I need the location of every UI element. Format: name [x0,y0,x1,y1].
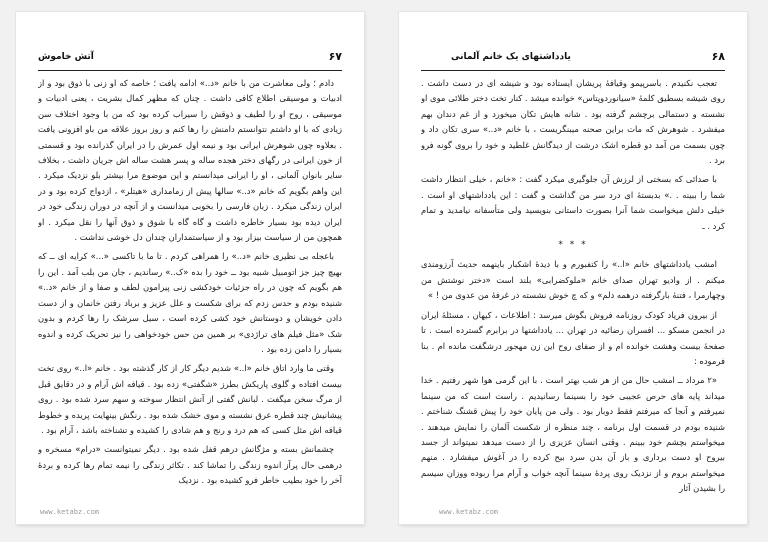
paragraph: دادم ؛ ولی معاشرت من با خانم «د..» ادامه یافت ؛ خاصه که او زنی با ذوق بود و از ادبیات و موسیقی اطلاع کافی داشت . چنان که مظهر کمال بشریت ، یعنی ادبیات و موسیقی ، روح او را لطیف و ذوقش را سیراب کرده بود که من با وجود اختلاف سن زیادی که با او داشتم نتوانستم دامنش را رها کنم و روز بروز علاقه من باو افزونی یافت . بعلاوه چون شوهرش ایرانی بود و نیمه اول عمرش را در ایران گذرانده بود و قسمتی از خون ایرانی در رگهای دختر هجده ساله و پسر هشت ساله اش جریان داشت ، بخلاف سایر بانوان آلمانی ، او را ایرانی میدانستم و این موضوع مرا بیشتر بلو نزدیک میکرد . این واهم بگویم که خانم «د..» سالها پیش از زمامداری «هیتلر» ، ازدواج کرده بود و در ایران زندگی میکرد . زبان فارسی را بخوبی میدانست و از آنچه در دوران زندگی خود در ایران دیده بود بسیار خاطره داشت و گاه گاه با شوق و ذوق آنها را نقل میکرد . او همچون من از سیاست بیزار بود و از سیاستمداران چندان دل خوشی نداشت . [38,78,342,243]
paragraph: از بیرون فریاد کودک روزنامه فروش بگوش میرسد : اطلاعات ، کیهان ، مسئلهٔ ایران در انجمن مسکو ... افسران رضائیه در تهران ... یادداشتها در برابرم گسترده است . تا صفحهٔ بیست وهشت خوانده ام و از صفای روح این زن مهجور درشگفت مانده ام . بنا فرموده : [421,309,725,366]
page-footer-url: www.ketabz.com [439,508,499,516]
paragraph: «۲ مرداد ــ امشب حال من از هر شب بهتر است . با این گرمی هوا شهر رفتیم . خدا میداند پایه های حرص عجیبی خود را بسینما رسانیدیم . راست است که من سینما نمیرفتم و آنجا که میرفتم فقط دوبار بود . ولی من پایان خود را پیش قشنگ شناختم . شنیده بودم در قسمت اول برنامه ، چند منظره از شکست آلمان را نمایش میدهند . میخواستم بچشم خود ببینم . وقتی انسان عزیزی را از دست میدهد نمیتواند از جسد بیروح او دست برداری و باز آن بدن سرد بیح کرده را در آغوش میفشارد . منهم میخواستم بروم و از نزدیک روی پردهٔ سینما آنچه خواب و آرام مرا ربوده ووزان سیسم را بشیدن آثار [421,375,725,494]
page-header [38,50,342,71]
page-header [421,50,725,71]
paragraph: امشب یادداشتهای خانم «ا..» را کتفبورم و با دیدهٔ اشکبار باینهمه حدیث آرزومندی میکنم . از وادیو تهران صدای خانم «ملوکضرابی» بلند است «دختر نوشتش من وچهارمرا ، فتنهٔ بارگرفته درهمه دلم» و که چ خوش نشسته در غرفهٔ من عدوی من ! » [421,259,725,301]
page-body [421,76,725,496]
paragraph: وقتی ما وارد اتاق خانم «ا..» شدیم دیگر کار از کار گذشته بود . خانم «ا..» روی تخت بیست افتاده و گلوی پاریکش بطرز «شگفتی» زده بود . قیافه اش آرام و در دقایق قبل از مرگ سخن میگفت . لبانش گفتی از آتش انتظار سوخته و سهم سرد شده بود . روی پیشانیش چند قطره عرق نشسته و موی خشک شده بود . رنگش بینهایت پریده و خطوط قیافه اش مثل کسی که هم درد و رنج و هم شادی را کشیده و تشناخته باشد ، آرام بود . [38,363,342,435]
paragraph: با صدائی که بسختی از لرزش آن جلوگیری میکرد گفت : «خانم ، خیلی انتظار داشت شما را ببینه . .» بدبستهٔ ای درد سر من گذاشت و گفت : این یادداشتهای او است . خیلی دلش میخواست شما آنرا بصورت داستانی بنویسید ولی متأسفانه نیامدید و تمام کرد . ـ [421,174,725,231]
paragraph: چشمانش بسته و مژگانش درهم قفل شده بود . دیگر نمیتوانست «درام» مسخره و درهمی حال پرآز اندوه زندگی را تماشا کند . تکاثر زندگی را نیمه تمام رها کرده و بردهٔ آخر را خود بطیب خاطر فرو کشیده بود . نزدیک [38,444,342,486]
page-number: ۶۸ [711,50,725,63]
section-separator: * * * [558,240,588,251]
page-number: ۶۷ [328,50,342,63]
running-title: یادداشتهای یک خانم آلمانی [451,52,571,62]
page-body [38,76,342,496]
running-title: آتش خاموش [38,52,94,62]
left-page [16,12,364,524]
paragraph: باعجله بی نظیری خانم «د..» را همراهی کردم . تا ما با تاکسی «...» کرایه ای ــ که بهیچ چیز جز اتومبیل شبیه بود ــ خود را بده «ک..» رساندیم ، جان من بلب آمد . این را هم بگویم که چون در راه جزئیات خودکشی زنی پیرامون لطف و صفا و از خانم «د..» شنیده بودم و حدس زدم که برای شکست و علل عزیز و برباد رفتن خانمان و از دست دادن خویشان و دوستانش خود کشی کرده است ، سیل سرشک را رها کردم و بدون شک «مثل فیلم های تراژدی» بر همین من حس خودخواهی را نیز تحریک کرده و اندوه بسیار را دامن زده بود . [38,251,342,354]
right-page [399,12,747,524]
paragraph: تعجب نکنیدم . باسرپیمو وقیافهٔ پریشان ایستاده بود و شیشه ای در دست داشت . روی شیشه بسطیق کلمهٔ «سیانوردوپتاس» خوانده میشد . کنار تخت دختر طلائی موی او نشسته و دستمالی برچشم گرفته بود . شانه هایش تکان میخورد و از غم دندان بهم میفشرد . شوهرش که مات براین صحنه میبنگریست ، با خانم «د..» سری تکان داد و چون بسمت من آمد دو قطره اشک درشت از دیدگانش غلطید و خود را بروی گونه فرو برد . [421,78,725,166]
page-footer-url: www.ketabz.com [40,508,100,516]
